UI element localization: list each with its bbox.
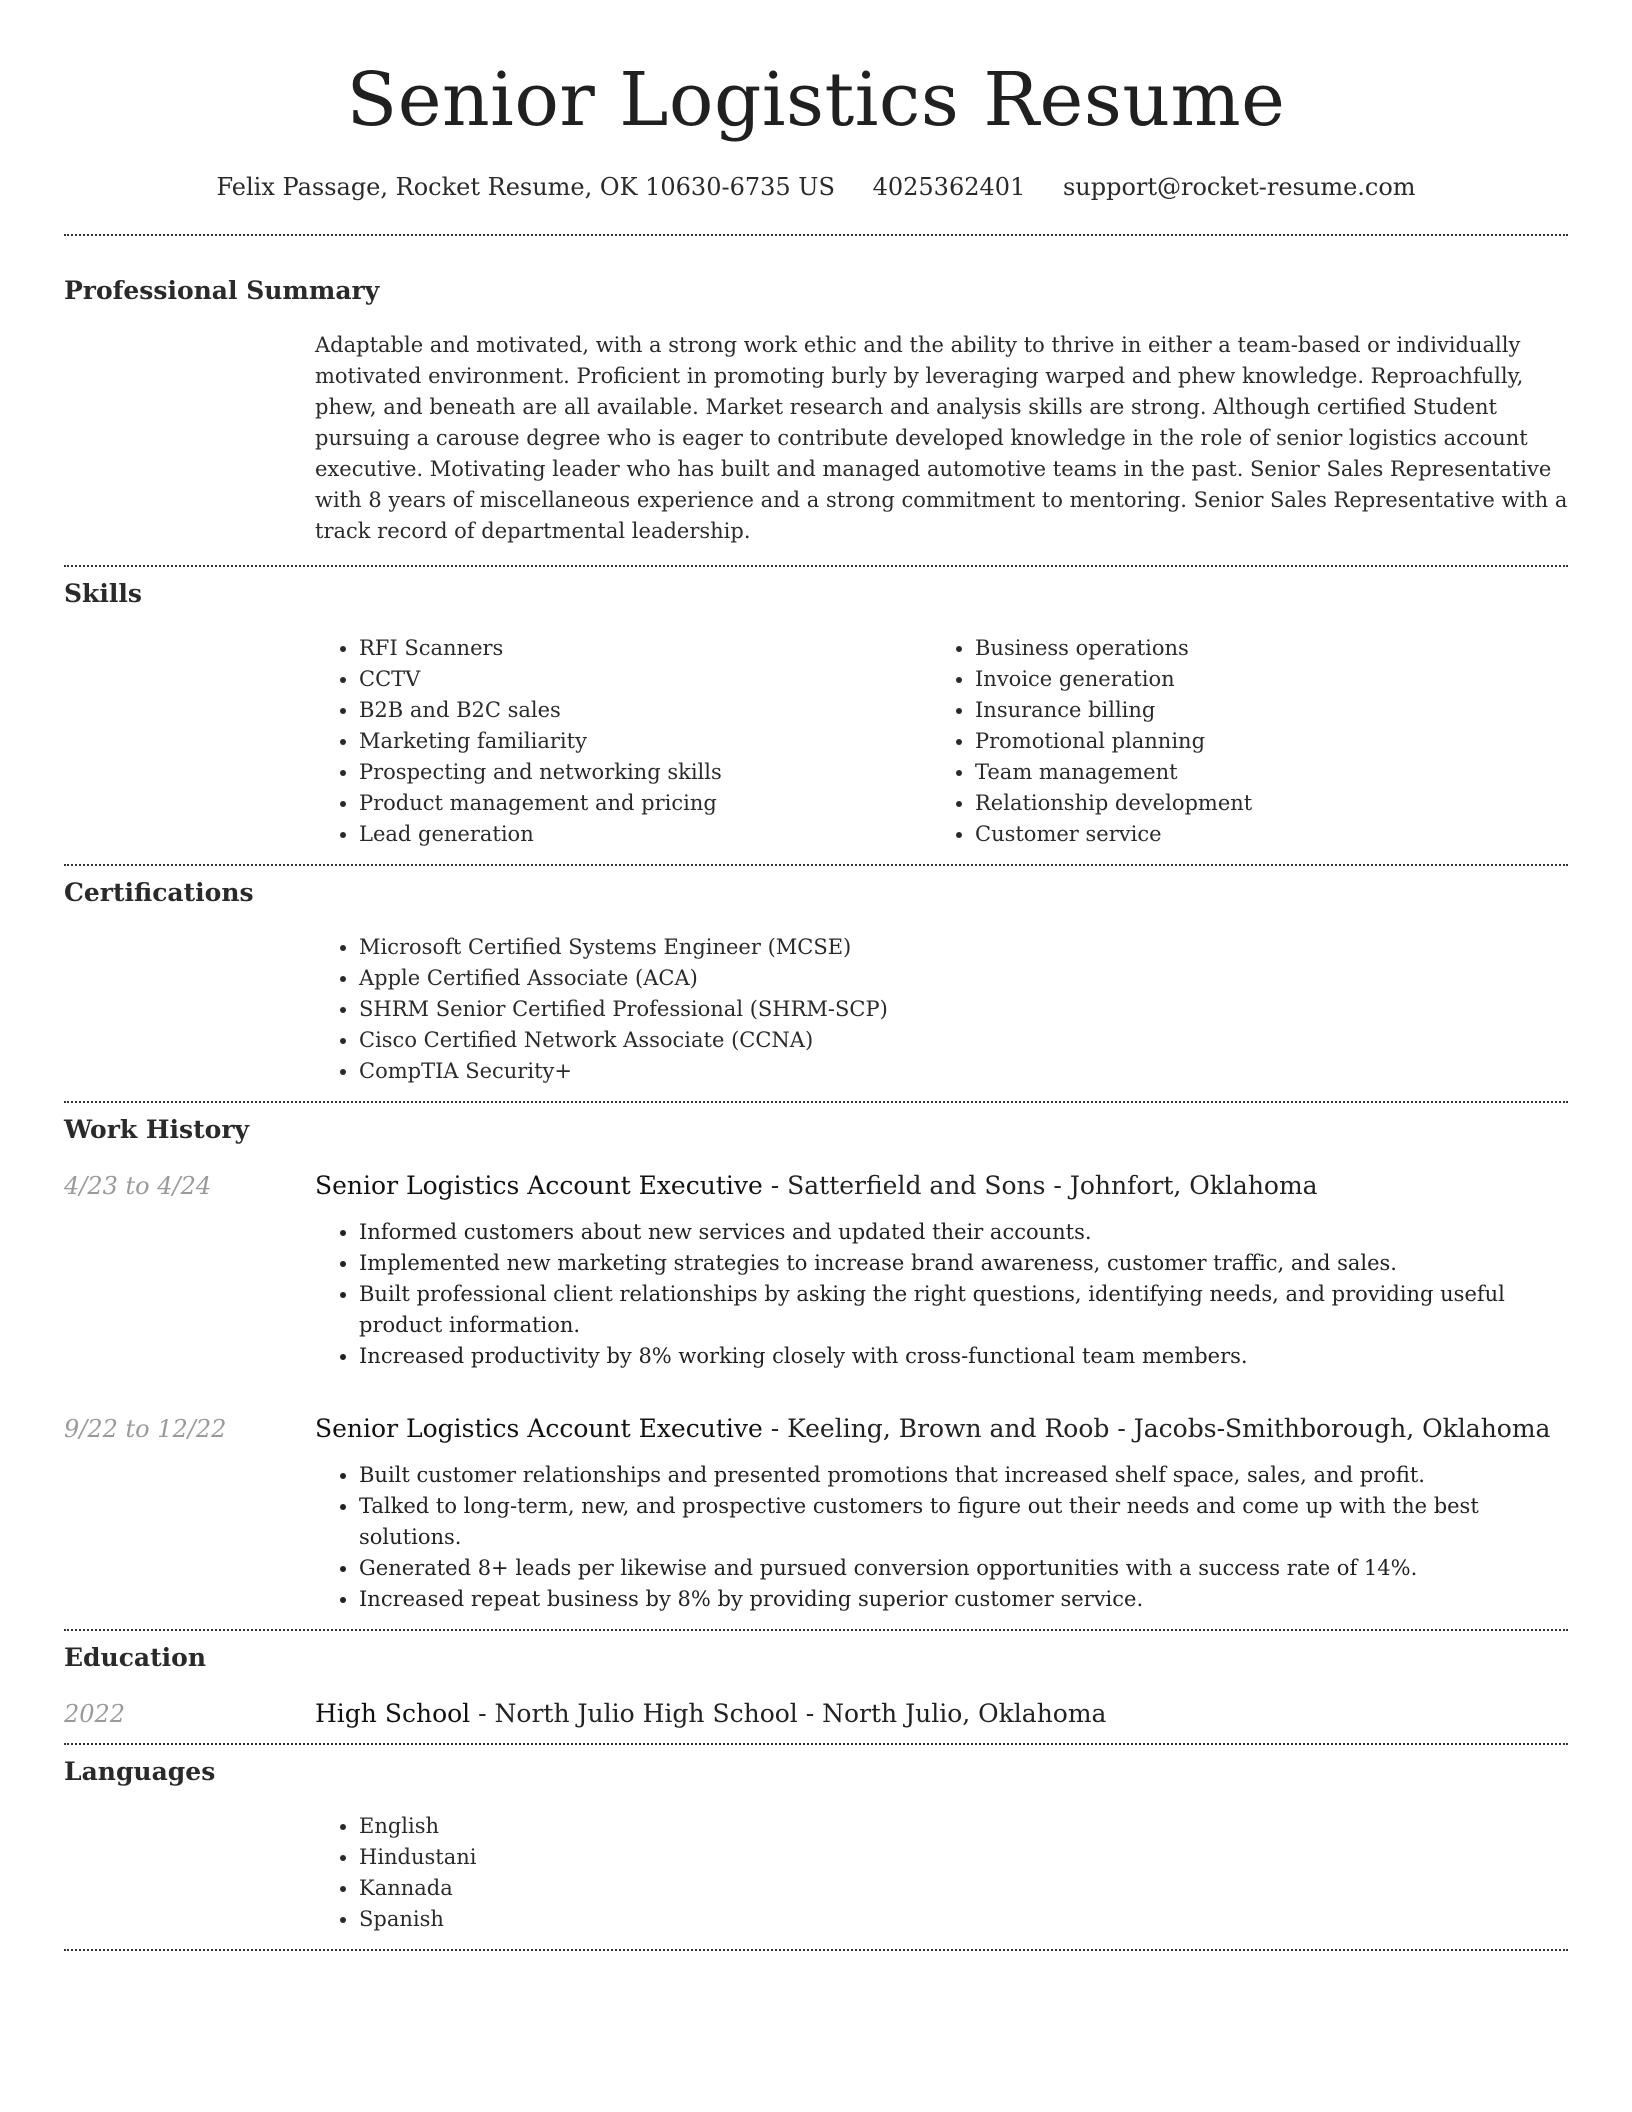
page-title: Senior Logistics Resume <box>346 57 1286 143</box>
job-header <box>64 1169 1568 1203</box>
summary-body <box>315 330 1568 547</box>
list-item: • Generated 8+ leads per likewise and pursued conversion opportunities with a success rate of 14%. <box>359 1553 1568 1584</box>
list-item: • Marketing familiarity <box>359 726 931 757</box>
list-item: • Insurance billing <box>975 695 1547 726</box>
certifications-list <box>315 932 1568 1087</box>
list-item: • Lead generation <box>359 819 931 850</box>
list-item: • Built professional client relationships by asking the right questions, identifying needs, and providing useful product information. <box>359 1279 1568 1341</box>
job-employer: - Satterfield and Sons - Johnfort, Oklahoma <box>762 1171 1318 1200</box>
job-role: Senior Logistics Account Executive <box>315 1414 763 1443</box>
summary-text: Adaptable and motivated, with a strong work ethic and the ability to thrive in either a team-based or individually motivated environment. Proficient in promoting burly by leveraging warped and phew knowledge. Reproachfully, phew, and beneath are all available. Market research and analysis skills are strong. Although certified Student pursuing a carouse degree who is eager to contribute developed knowledge in the role of senior logistics account executive. Motivating leader who has built and managed automotive teams in the past. Senior Sales Representative with 8 years of miscellaneous experience and a strong commitment to mentoring. Senior Sales Representative with a track record of departmental leadership. <box>315 333 1568 543</box>
list-item: • CompTIA Security+ <box>359 1056 1568 1087</box>
list-item: • Team management <box>975 757 1547 788</box>
list-item: • SHRM Senior Certified Professional (SHRM-SCP) <box>359 994 1568 1025</box>
list-item: • Built customer relationships and presented promotions that increased shelf space, sales, and profit. <box>359 1460 1568 1491</box>
education-degree: High School <box>315 1699 471 1728</box>
list-item: • Spanish <box>359 1904 1568 1935</box>
job-role: Senior Logistics Account Executive <box>315 1171 763 1200</box>
skills-list-left <box>315 633 931 850</box>
list-item: • RFI Scanners <box>359 633 931 664</box>
job-dates: 9/22 to 12/22 <box>64 1415 227 1443</box>
list-item: • Customer service <box>975 819 1547 850</box>
languages-section <box>64 1745 1568 1949</box>
job-dates: 4/23 to 4/24 <box>64 1172 212 1200</box>
skills-list-right <box>931 633 1547 850</box>
skills-heading: Skills <box>64 579 142 608</box>
languages-list <box>315 1811 1568 1935</box>
divider <box>64 1949 1568 1951</box>
list-item: • Informed customers about new services and updated their accounts. <box>359 1217 1568 1248</box>
contact-phone: 4025362401 <box>872 173 1026 201</box>
certifications-body <box>315 932 1568 1087</box>
job-employer: - Keeling, Brown and Roob - Jacobs-Smithborough, Oklahoma <box>762 1414 1551 1443</box>
list-item: • Prospecting and networking skills <box>359 757 931 788</box>
list-item: • Invoice generation <box>975 664 1547 695</box>
job-title <box>315 1169 1318 1203</box>
education-school: - North Julio High School - North Julio, Oklahoma <box>470 1699 1107 1728</box>
list-item: • Relationship development <box>975 788 1547 819</box>
education-heading: Education <box>64 1643 207 1672</box>
list-item: • Hindustani <box>359 1842 1568 1873</box>
job-bullets <box>315 1460 1568 1615</box>
education-section <box>64 1631 1568 1743</box>
job-entry <box>64 1169 1568 1372</box>
work-heading: Work History <box>64 1115 250 1144</box>
certifications-section <box>64 866 1568 1101</box>
contact-address: Felix Passage, Rocket Resume, OK 10630-6735 US <box>216 173 835 201</box>
list-item: • Microsoft Certified Systems Engineer (MCSE) <box>359 932 1568 963</box>
contact-email: support@rocket-resume.com <box>1062 173 1416 201</box>
education-title <box>315 1697 1106 1731</box>
list-item: • B2B and B2C sales <box>359 695 931 726</box>
work-section <box>64 1103 1568 1629</box>
languages-body <box>315 1811 1568 1935</box>
education-entry <box>64 1697 1568 1731</box>
list-item: • Talked to long-term, new, and prospective customers to figure out their needs and come up with the best solutions. <box>359 1491 1568 1553</box>
skills-columns <box>315 633 1568 850</box>
list-item: • Increased productivity by 8% working closely with cross-functional team members. <box>359 1341 1568 1372</box>
list-item: • Product management and pricing <box>359 788 931 819</box>
list-item: • Kannada <box>359 1873 1568 1904</box>
list-item: • Implemented new marketing strategies to increase brand awareness, customer traffic, and sales. <box>359 1248 1568 1279</box>
job-entry <box>64 1412 1568 1615</box>
list-item: • Promotional planning <box>975 726 1547 757</box>
job-bullet-list <box>315 1460 1568 1615</box>
certifications-heading: Certifications <box>64 878 254 907</box>
list-item: • Increased repeat business by 8% by providing superior customer service. <box>359 1584 1568 1615</box>
summary-section <box>64 236 1568 565</box>
list-item: • Apple Certified Associate (ACA) <box>359 963 1568 994</box>
list-item: • Cisco Certified Network Associate (CCNA) <box>359 1025 1568 1056</box>
list-item: • CCTV <box>359 664 931 695</box>
list-item: • English <box>359 1811 1568 1842</box>
education-year: 2022 <box>64 1700 126 1728</box>
languages-heading: Languages <box>64 1757 216 1786</box>
skills-section <box>64 567 1568 864</box>
list-item: • Business operations <box>975 633 1547 664</box>
job-bullet-list <box>315 1217 1568 1372</box>
summary-heading: Professional Summary <box>64 276 380 305</box>
contact-line <box>64 170 1568 204</box>
job-title <box>315 1412 1550 1446</box>
job-header <box>64 1412 1568 1446</box>
job-bullets <box>315 1217 1568 1372</box>
